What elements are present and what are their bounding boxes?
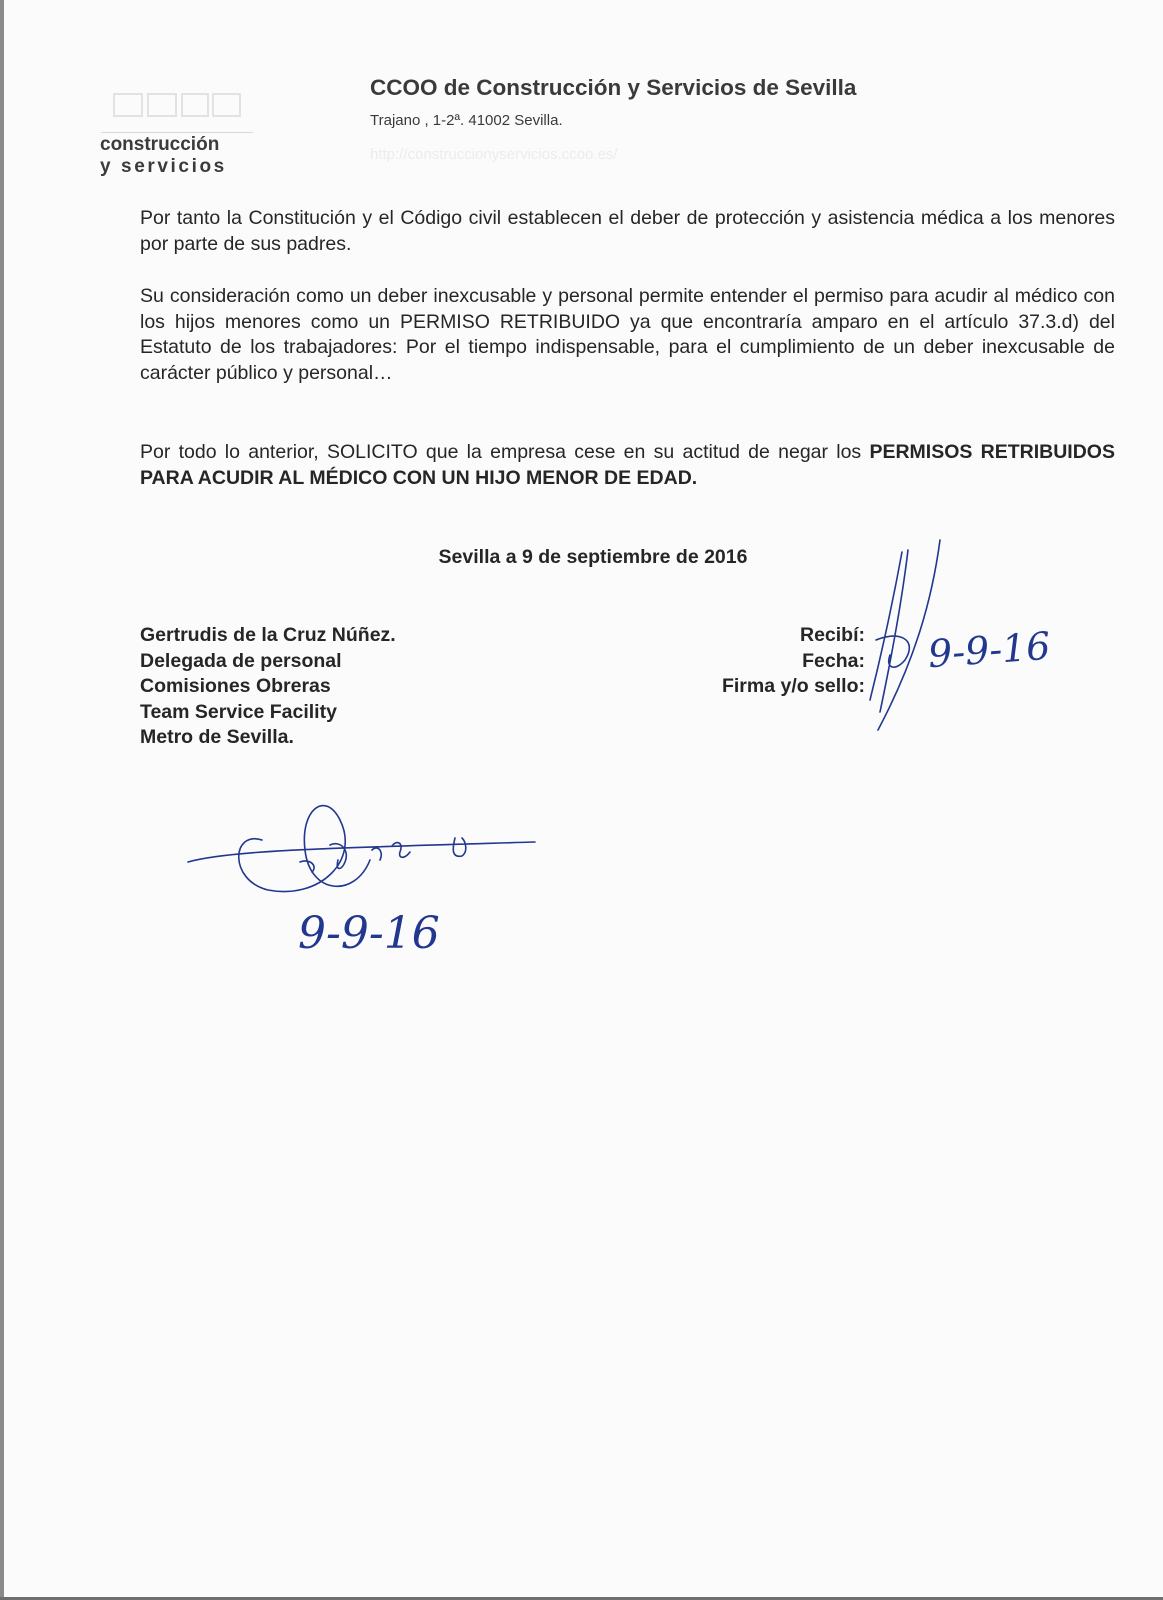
- paragraph-3-text: Por todo lo anterior, SOLICITO que la empresa cese en su actitud de negar los: [140, 441, 870, 463]
- sender-union: Comisiones Obreras: [140, 675, 331, 697]
- signer-signature-icon: [188, 806, 535, 892]
- sender-name: Gertrudis de la Cruz Núñez.: [140, 624, 396, 646]
- sender-block: [140, 623, 396, 751]
- place-date-line: Sevilla a 9 de septiembre de 2016: [438, 546, 748, 568]
- paragraph-2: Su consideración como un deber inexcusable y personal permite entender el permiso para acudir al médico con los hijos menores como un PERMISO RETRIBUIDO ya que encontraría amparo en el artículo 37.3.d) del Estatuto de los trabajadores: Por el tiempo indispensable, para el cumplimiento de un deber inexcusable de carácter público y personal…: [140, 285, 1115, 384]
- page-edge: [0, 0, 4, 1600]
- sender-location: Metro de Sevilla.: [140, 726, 294, 748]
- logo-divider: [101, 132, 253, 133]
- sender-company: Team Service Facility: [140, 700, 337, 723]
- signer-handwritten-date: 9-9-16: [298, 908, 440, 959]
- sender-role: Delegada de personal: [140, 649, 342, 672]
- receipt-received-label: Recibí:: [799, 624, 865, 646]
- paragraph-3-request: PERMISOS RETRIBUIDOS PARA ACUDIR AL MÉDICO CON UN HIJO MENOR DE EDAD.: [140, 441, 1115, 489]
- paragraph-3: [140, 440, 1115, 491]
- ccoo-logo-icon: [113, 92, 243, 120]
- logo-line-2: y servicios: [100, 156, 227, 177]
- receipt-signature-label: Firma y/o sello:: [721, 675, 865, 697]
- paragraph-1: Por tanto la Constitución y el Código civil establecen el deber de protección y asistencia médica a los menores por parte de sus padres.: [140, 207, 1115, 255]
- receipt-handwritten-date: 9-9-16: [926, 623, 1052, 677]
- receipt-block: [722, 623, 865, 700]
- organization-title: CCOO de Construcción y Servicios de Sevilla: [370, 75, 857, 100]
- logo-wordmark: [100, 134, 227, 178]
- logo-line-1: construcción: [100, 134, 220, 155]
- organization-url[interactable]: http://construccionyservicios.ccoo.es/: [370, 146, 618, 163]
- receipt-date-label: Fecha:: [802, 649, 865, 672]
- organization-address: Trajano , 1-2ª. 41002 Sevilla.: [370, 112, 563, 129]
